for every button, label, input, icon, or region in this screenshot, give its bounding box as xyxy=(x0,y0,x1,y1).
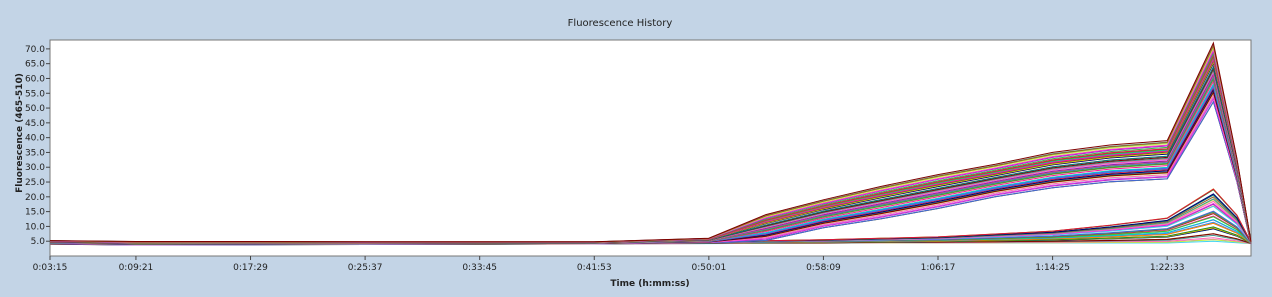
x-tick-label: 0:58:09 xyxy=(806,263,841,273)
y-axis xyxy=(25,45,50,247)
y-tick-label: 15.0 xyxy=(24,207,45,218)
x-tick-label: 0:33:45 xyxy=(462,263,498,273)
y-tick-label: 60.0 xyxy=(24,74,45,85)
y-tick-label: 40.0 xyxy=(24,133,45,144)
y-tick-label: 30.0 xyxy=(24,163,45,174)
x-tick-label: 0:50:01 xyxy=(691,263,727,273)
x-tick-label: 0:41:53 xyxy=(576,263,612,273)
x-axis xyxy=(33,256,1185,273)
y-tick-label: 50.0 xyxy=(24,104,45,115)
x-tick-label: 0:17:29 xyxy=(233,263,268,273)
chart-title: Fluorescence History xyxy=(567,18,673,29)
y-axis-label: Fluorescence (465-510) xyxy=(15,73,25,193)
plot-area xyxy=(50,40,1251,256)
x-tick-label: 0:25:37 xyxy=(347,263,383,273)
y-tick-label: 55.0 xyxy=(24,89,45,100)
y-tick-label: 35.0 xyxy=(24,148,45,159)
x-tick-label: 1:06:17 xyxy=(920,263,956,273)
y-tick-label: 5.0 xyxy=(30,237,45,248)
y-tick-label: 10.0 xyxy=(24,222,45,233)
x-tick-label: 0:09:21 xyxy=(118,263,154,273)
y-tick-label: 65.0 xyxy=(24,59,45,70)
x-tick-label: 1:14:25 xyxy=(1035,263,1070,273)
y-tick-label: 25.0 xyxy=(24,178,45,189)
y-tick-label: 45.0 xyxy=(24,118,45,129)
x-tick-label: 0:03:15 xyxy=(32,263,68,273)
y-tick-label: 20.0 xyxy=(24,192,45,203)
y-tick-label: 70.0 xyxy=(24,44,45,55)
x-axis-label: Time (h:mm:ss) xyxy=(610,279,690,289)
x-tick-label: 1:22:33 xyxy=(1149,263,1185,273)
